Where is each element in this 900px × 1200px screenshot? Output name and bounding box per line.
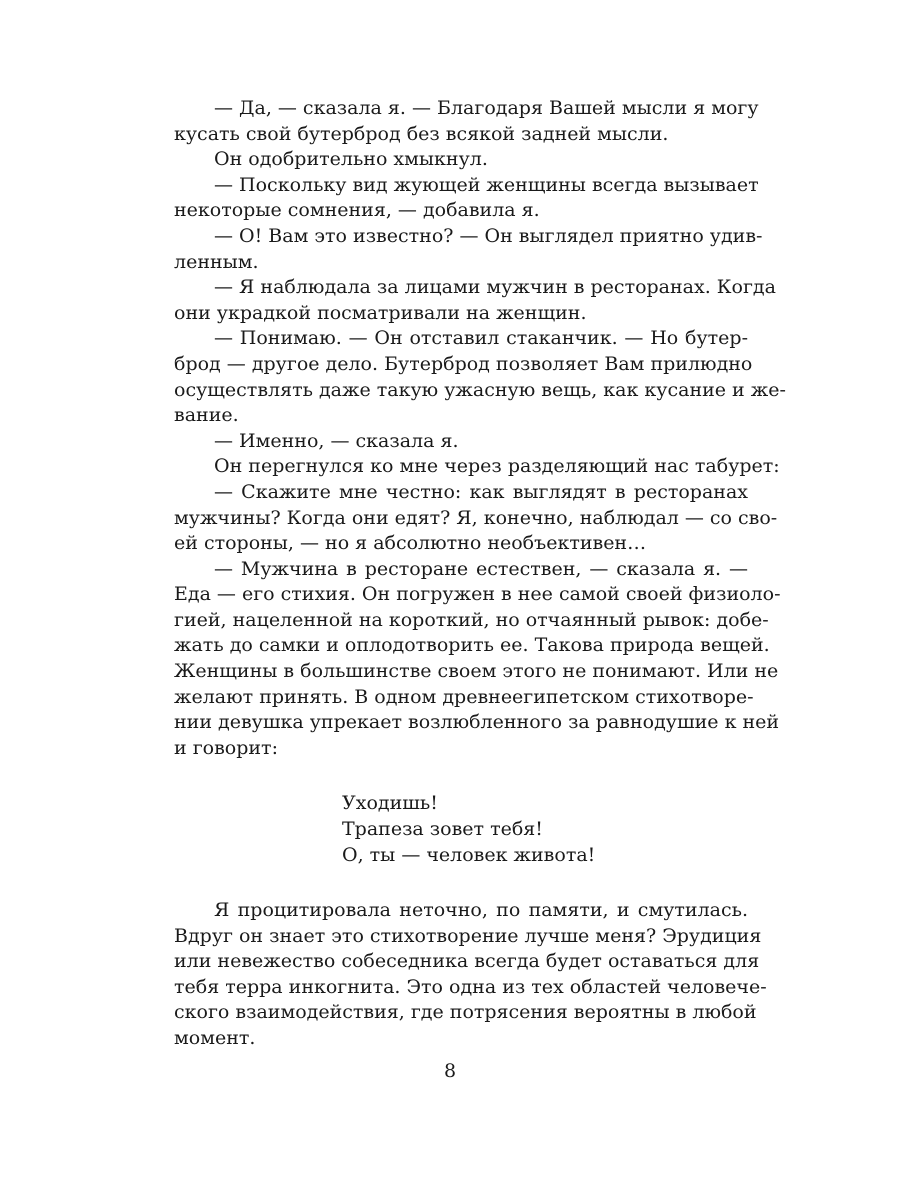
main_text-line: брод — другое дело. Бутерброд позволяет Вам прилюдно — [174, 352, 753, 375]
closing-text-block — [174, 898, 767, 1052]
closing_text-line: или невежество собеседника всегда будет оставаться для — [174, 950, 760, 973]
closing_text-line: тебя терра инкогнита. Это одна из тех областей человече- — [174, 975, 767, 998]
page-number: 8 — [443, 1060, 457, 1082]
main_text-line: — Поскольку вид жующей женщины всегда вызывает — [214, 173, 759, 196]
main_text-line: вание. — [174, 404, 239, 427]
main_text-line: кусать свой бутерброд без всякой задней мысли. — [174, 122, 669, 145]
poem-quote — [342, 790, 595, 868]
main_text-line: ей стороны, — но я абсолютно необъективен… — [174, 532, 647, 555]
closing_text-line: Вдруг он знает это стихотворение лучше меня? Эрудиция — [174, 924, 762, 947]
closing_text-line: момент. — [174, 1026, 256, 1049]
main_text-line: Он одобрительно хмыкнул. — [214, 148, 488, 171]
closing_text-line: ского взаимодействия, где потрясения вероятны в любой — [174, 1001, 757, 1024]
main_text-line: осуществлять даже такую ужасную вещь, как кусание и же- — [174, 378, 786, 401]
main_text-line: — Скажите мне честно: как выглядят в ресторанах — [214, 480, 748, 503]
main_text-line: желают принять. В одном древнеегипетском стихотворе- — [174, 685, 754, 708]
main_text-line: Женщины в большинстве своем этого не понимают. Или не — [174, 660, 779, 683]
main_text-line: ленным. — [174, 250, 259, 273]
poem-line: Уходишь! — [342, 792, 438, 814]
poem-line: О, ты — человек живота! — [342, 844, 596, 866]
main_text-line: гией, нацеленной на короткий, но отчаянный рывок: добе- — [174, 608, 769, 631]
closing_text-line: Я процитировала неточно, по памяти, и смутилась. — [214, 899, 748, 921]
main_text-line: — Я наблюдала за лицами мужчин в ресторанах. Когда — [214, 276, 776, 299]
main_text-line: жать до самки и оплодотворить ее. Такова природа вещей. — [174, 634, 770, 657]
main_text-line: — Мужчина в ресторане естествен, — сказала я. — — [214, 557, 748, 580]
main_text-line: нии девушка упрекает возлюбленного за равнодушие к ней — [174, 711, 780, 734]
main_text-line: Он перегнулся ко мне через разделяющий нас табурет: — [214, 455, 780, 478]
main_text-line: и говорит: — [174, 736, 278, 759]
main_text-line: — О! Вам это известно? — Он выглядел приятно удив- — [214, 224, 763, 247]
main_text-line: — Именно, — сказала я. — [214, 429, 459, 452]
main_text-line: Еда — его стихия. Он погружен в нее самой своей физиоло- — [174, 583, 781, 606]
main_text-line: — Да, — сказала я. — Благодаря Вашей мысли я могу — [214, 97, 759, 119]
main_text-line: они украдкой посматривали на женщин. — [174, 301, 587, 324]
main_text-line: — Понимаю. — Он отставил стаканчик. — Но бутер- — [214, 327, 748, 350]
main_text-line: мужчины? Когда они едят? Я, конечно, наблюдал — со сво- — [174, 506, 778, 529]
poem-line: Трапеза зовет тебя! — [342, 818, 543, 840]
main_text-line: некоторые сомнения, — добавила я. — [174, 199, 540, 222]
main-text-block — [174, 96, 786, 761]
